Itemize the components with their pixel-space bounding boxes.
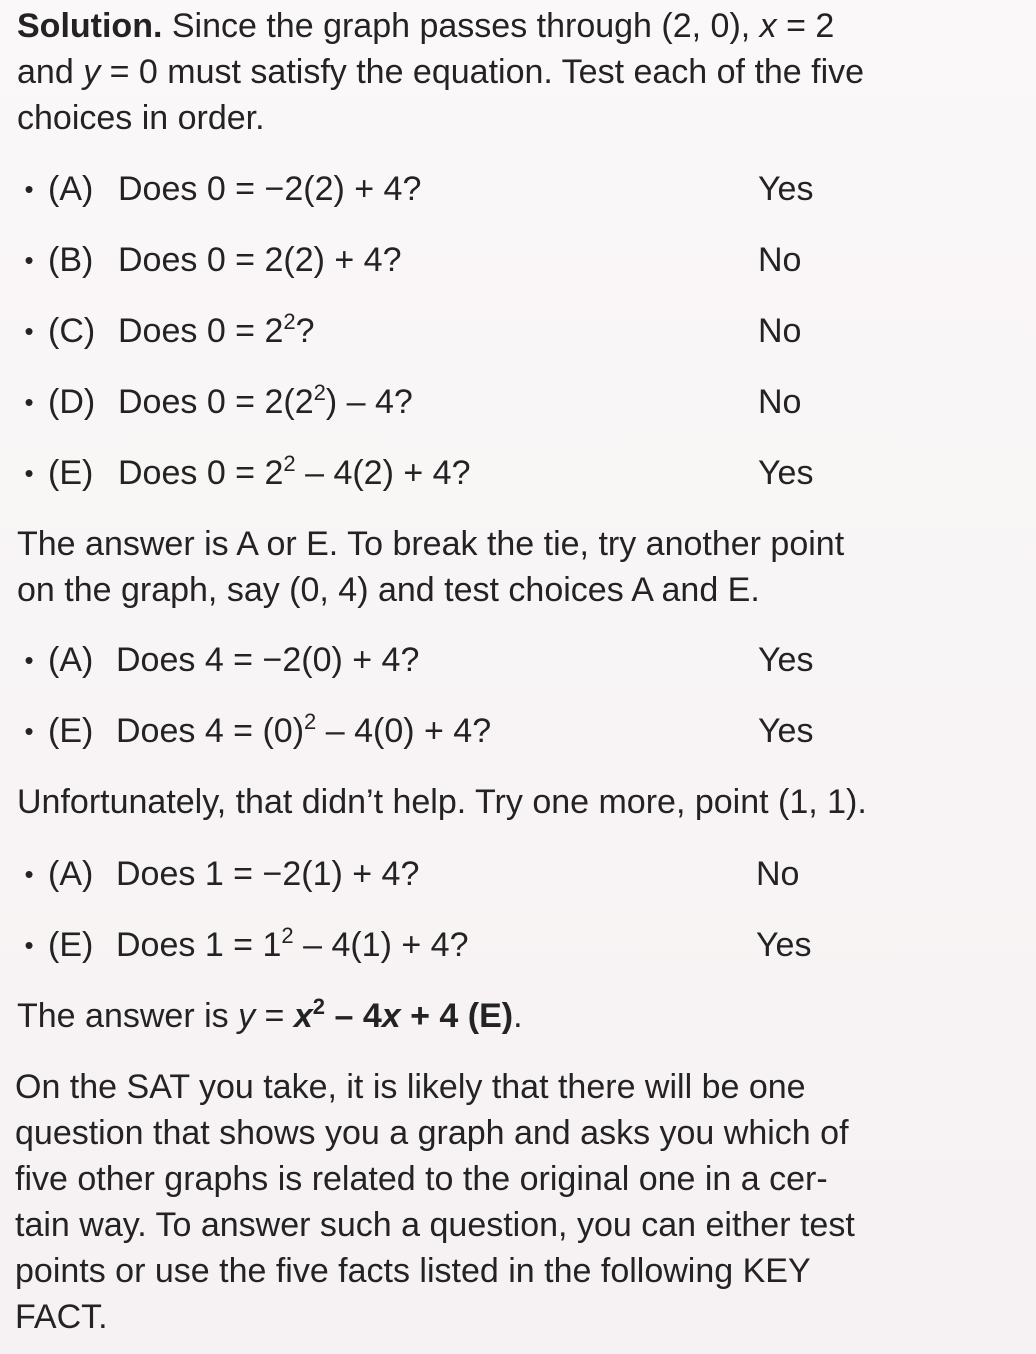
check-row [18,922,1018,968]
check-row [18,450,1018,496]
check-question: Does $4 = (0)^2 - 4(0) + 4$? [116,709,492,750]
bullet-icon: • [24,316,34,346]
bullet-icon: • [24,645,34,675]
choice-letter: (A) [48,170,94,208]
check-question: Does $0 = 2^2$? [118,309,315,350]
intro-line-1: Solution. Since the graph passes through (2, 0), x = 2 [17,7,835,45]
check-row [18,637,1018,683]
bullet-icon: • [24,716,34,746]
check-row [18,308,1018,354]
check-answer: No [758,312,802,350]
check-answer: No [758,241,802,279]
choice-letter: (E) [48,712,94,750]
check-answer: Yes [756,926,812,964]
check-row [18,708,1018,754]
check-answer: Yes [758,641,814,679]
intro-line-2: and y = 0 must satisfy the equation. Test each of the five [17,53,865,91]
closing-paragraph: On the SAT you take, it is likely that there will be one question that shows you a graph and asks you which of five other graphs is related to the original one in a cer- tain way. To answer such a question, you can either test points or use the five facts listed in the following KEY FACT. [15,1068,855,1336]
check-question: Does 0 = −2(2) + 4? [118,170,422,208]
check-row [18,379,1018,425]
check-answer: Yes [758,712,814,750]
tie-paragraph: The answer is A or E. To break the tie, try another point on the graph, say (0, 4) and test choices A and E. [17,525,845,609]
check-answer: No [756,855,800,893]
choice-letter: (A) [48,641,94,679]
solution-label: Solution. [17,7,163,45]
intro-line-3: choices in order. [17,99,265,137]
choice-letter: (D) [48,383,96,421]
choice-letter: (C) [48,312,96,350]
check-answer: Yes [758,454,814,492]
choice-letter: (E) [48,454,94,492]
bullet-icon: • [24,458,34,488]
bullet-icon: • [24,245,34,275]
check-question: Does 4 = −2(0) + 4? [116,641,420,679]
choice-letter: (E) [48,926,94,964]
bullet-icon: • [24,859,34,889]
check-row [18,851,1018,897]
bullet-icon: • [24,387,34,417]
choice-letter: (A) [48,855,94,893]
choice-letter: (B) [48,241,94,279]
check-answer: No [758,383,802,421]
check-question: Does $1 = 1^2 - 4(1) + 4$? [116,923,469,964]
bullet-icon: • [24,174,34,204]
final-answer-line: The answer is $y = x^2 - 4x + 4$ (E). [17,994,523,1035]
check-question: Does $0 = 2^2 - 4(2) + 4$? [118,451,471,492]
check-row [18,237,1018,283]
check-row [18,166,1018,212]
unfortunately-line: Unfortunately, that didn’t help. Try one more, point (1, 1). [17,783,867,821]
check-question: Does 0 = 2(2) + 4? [118,241,402,279]
intro-paragraph [17,3,1017,141]
bullet-icon: • [24,930,34,960]
check-question: Does 1 = −2(1) + 4? [116,855,420,893]
check-question: Does $0 = 2(2^2) - 4$? [118,380,413,421]
check-answer: Yes [758,170,814,208]
